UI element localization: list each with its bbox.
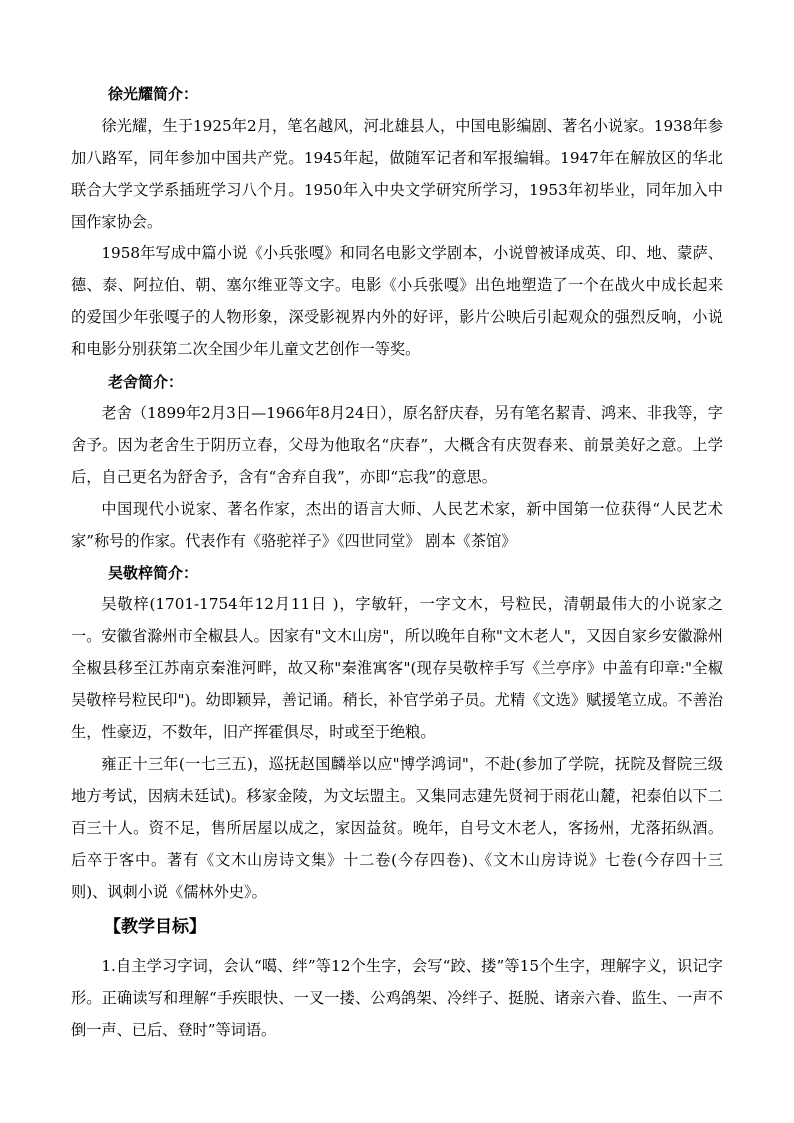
wu-jingzi-heading: 吴敬梓简介： bbox=[108, 564, 199, 582]
wu-jingzi-later-life-paragraph: 雍正十三年(一七三五)，巡抚赵国麟举以应"博学鸿词"，不赴(参加了学院，抚院及督院三级地方考试，因病未廷试)。移家金陵，为文坛盟主。又集同志建先贤祠于雨花山麓，祀泰伯以下二百三十人。资不足，售所居屋以成之，家因益贫。晚年，自号文木老人，客扬州，尤落拓纵酒。后卒于客中。著有《文木山房诗文集》十二卷(今存四卷)、《文木山房诗说》七卷(今存四十三则)、讽刺小说《儒林外史》。 bbox=[71, 755, 723, 901]
xu-guangyao-works-paragraph: 1958年写成中篇小说《小兵张嘎》和同名电影文学剧本，小说曾被译成英、印、地、蒙萨、德、泰、阿拉伯、朝、塞尔维亚等文字。电影《小兵张嘎》出色地塑造了一个在战火中成长起来的爱国少年张嘎子的人物形象，深受影视界内外的好评，影片公映后引起观众的强烈反响，小说和电影分别获第二次全国少年儿童文艺创作一等奖。 bbox=[71, 244, 723, 358]
xu-guangyao-bio-paragraph: 徐光耀，生于1925年2月，笔名越风，河北雄县人，中国电影编剧、著名小说家。1938年参加八路军，同年参加中国共产党。1945年起，做随军记者和军报编辑。1947年在解放区的华北联合大学文学系插班学习八个月。1950年入中央文学研究所学习，1953年初毕业，同年加入中国作家协会。 bbox=[71, 117, 723, 231]
wu-jingzi-bio-paragraph: 吴敬梓(1701-1754年12月11日 )，字敏轩，一字文木，号粒民，清朝最伟大的小说家之一。安徽省滁州市全椒县人。因家有"文木山房"，所以晚年自称"文木老人"，又因自家乡安徽滁州全椒县移至江苏南京秦淮河畔，故又称"秦淮寓客"(现存吴敬梓手写《兰亭序》中盖有印章:"全椒吴敬梓号粒民印")。幼即颖异，善记诵。稍长，补官学弟子员。尤精《文选》赋援笔立成。不善治生，性豪迈，不数年，旧产挥霍俱尽，时或至于绝粮。 bbox=[71, 595, 723, 741]
lao-she-bio-paragraph: 老舍（1899年2月3日—1966年8月24日），原名舒庆春，另有笔名絜青、鸿来、非我等，字舍予。因为老舍生于阴历立春，父母为他取名“庆春”，大概含有庆贺春来、前景美好之意。上学后，自己更名为舒舍予，含有“舍弃自我”，亦即“忘我”的意思。 bbox=[71, 404, 723, 486]
teaching-objective-item-1: 1.自主学习字词，会认“噶、绊”等12个生字，会写“跤、搂”等15个生字，理解字义，识记字形。正确读写和理解“手疾眼快、一叉一搂、公鸡鸽架、冷绊子、挺脱、诸亲六眷、监生、一声不倒一声、已后、登时”等词语。 bbox=[71, 957, 723, 1039]
xu-guangyao-heading: 徐光耀简介： bbox=[108, 85, 199, 103]
lao-she-heading: 老舍简介： bbox=[108, 373, 184, 391]
lao-she-works-paragraph: 中国现代小说家、著名作家，杰出的语言大师、人民艺术家，新中国第一位获得“人民艺术家”称号的作家。代表作有《骆驼祥子》《四世同堂》 剧本《茶馆》 bbox=[71, 500, 723, 550]
teaching-objectives-heading: 【教学目标】 bbox=[104, 917, 206, 937]
